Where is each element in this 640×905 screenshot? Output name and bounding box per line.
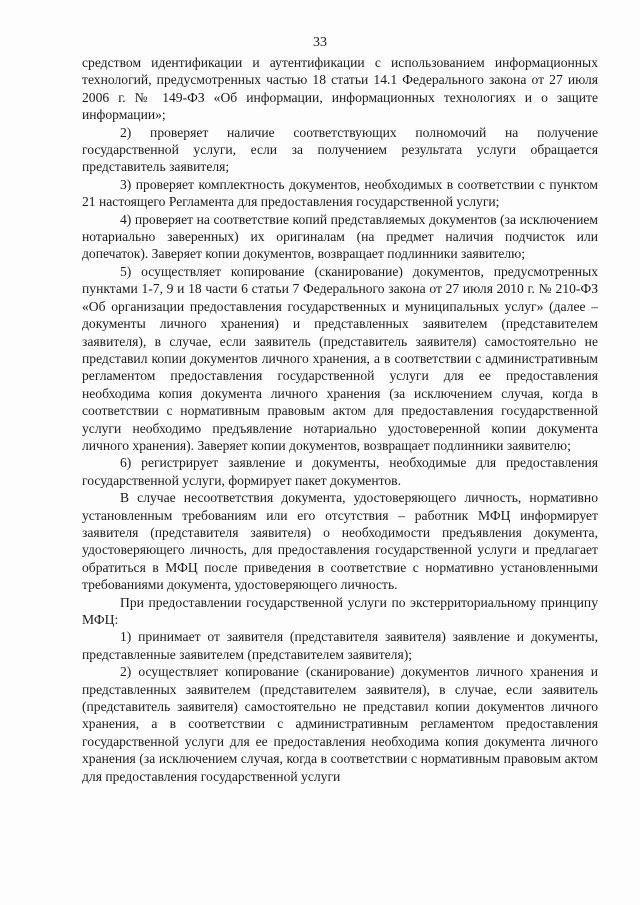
paragraph-item-5-copying: 5) осуществляет копирование (сканирование) документов, предусмотренных пунктами 1-7, 9 и 18 части 6 статьи 7 Федерального закона от 27 июля 2010 г. № 210-ФЗ «Об организации предоставления государственных и муниципальных услуг» (далее – документы личного хранения) и представленных заявителем (представителем заявителя), в случае, если заявитель (представитель заявителя) самостоятельно не представил копии документов личного хранения, а в соответствии с административным регламентом предоставления государственной услуги для ее предоставления необходима копия документа личного хранения (за исключением случая, когда в соответствии с нормативным правовым актом для предоставления государственной услуги необходимо предъявление нотариально удостоверенной копии документа личного хранения). Заверяет копии документов, возвращает подлинники заявителю; — [82, 263, 598, 453]
paragraph-extraterritorial-intro: При предоставлении государственной услуги по экстерриториальному принципу МФЦ: — [82, 594, 598, 627]
paragraph-identity-mismatch: В случае несоответствия документа, удостоверяющего личность, нормативно установленным требованиям или его отсутствия – работник МФЦ информирует заявителя (представителя заявителя) о необходимости предъявления документа, удостоверяющего личность, для предоставления государственной услуги и предлагает обратиться в МФЦ после приведения в соответствие с нормативно установленными требованиями документа, удостоверяющего личность. — [82, 490, 598, 593]
paragraph-item-3-check-completeness: 3) проверяет комплектность документов, необходимых в соответствии с пунктом 21 настоящего Регламента для предоставления государственной услуги; — [82, 176, 598, 210]
paragraph-item-4-check-copies: 4) проверяет на соответствие копий представляемых документов (за исключением нотариально заверенных) их оригиналам (на предмет наличия подчисток или допечаток). Заверяет копии документов, возвращает подлинники заявителю; — [82, 211, 598, 262]
page-number: 33 — [313, 35, 327, 50]
paragraph-item-2-check-authority: 2) проверяет наличие соответствующих полномочий на получение государственной услуги, если за получением результата услуги обращается представитель заявителя; — [82, 124, 598, 175]
paragraph-extraterritorial-item-2: 2) осуществляет копирование (сканирование) документов личного хранения и представленных заявителем (представителем заявителя), в случае, если заявитель (представитель заявителя) самостоятельно не представил копии документов личного хранения, а в соответствии с административным регламентом предоставления государственной услуги для ее предоставления необходима копия документа личного хранения (за исключением случая, когда в соответствии с нормативным правовым актом для предоставления государственной услуги — [82, 664, 598, 784]
paragraph-continuation: средством идентификации и аутентификации с использованием информационных технологий, предусмотренных частью 18 статьи 14.1 Федерального закона от 27 июля 2006 г. № 149-ФЗ «Об информации, информационных технологиях и о защите информации»; — [82, 55, 598, 123]
body-text — [82, 54, 598, 785]
paragraph-item-6-registration: 6) регистрирует заявление и документы, необходимые для предоставления государственной услуги, формирует пакет документов. — [82, 455, 598, 488]
paragraph-extraterritorial-item-1: 1) принимает от заявителя (представителя заявителя) заявление и документы, представленные заявителем (представителем заявителя); — [82, 629, 598, 662]
